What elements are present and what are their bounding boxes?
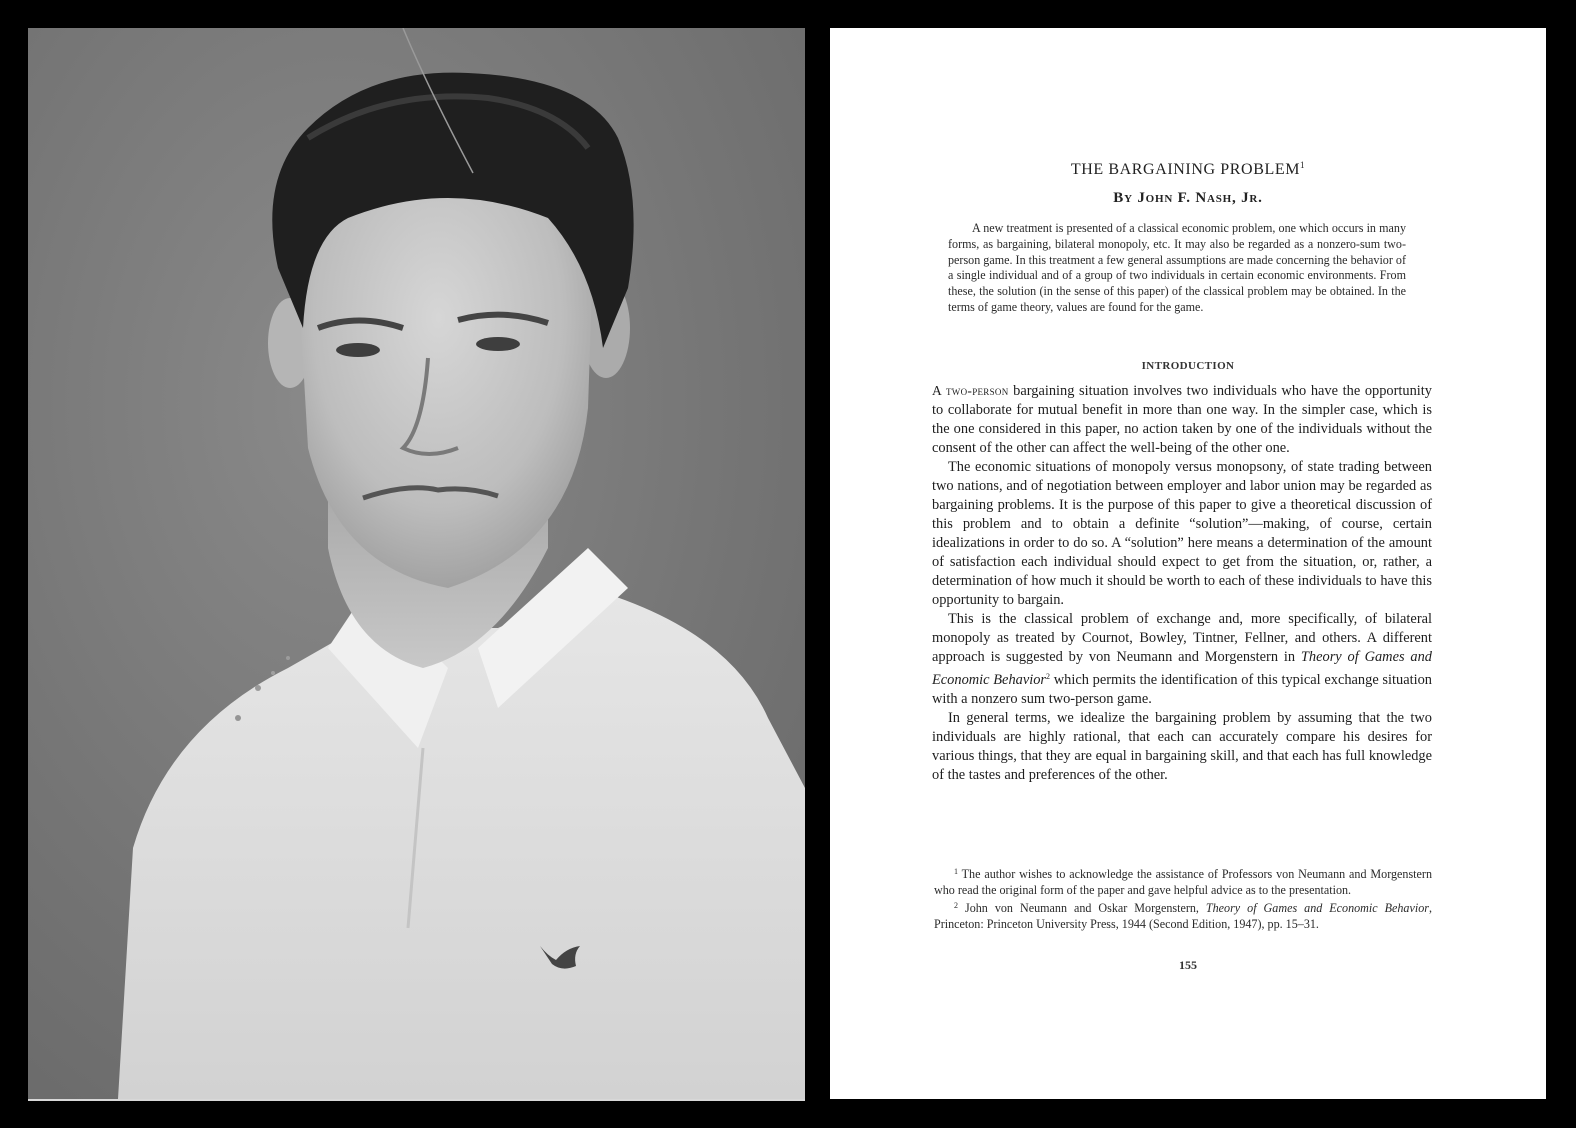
portrait-illustration-icon xyxy=(28,28,805,1099)
paper-title: THE BARGAINING PROBLEM$^1$ xyxy=(1070,160,1306,178)
footnote-text: John von Neumann and Oskar Morgenstern, xyxy=(958,901,1206,915)
paper-abstract: A new treatment is presented of a classical economic problem, one which occurs in many forms, as bargaining, bilateral monopoly, etc. It may also be regarded as a nonzero-sum two-person game. In this treatment a few general assumptions are made concerning the behavior of a single individual and of a group of two individuals in certain economic environments. From these, the solution (in the sense of this paper) of the classical problem may be obtained. In the terms of game theory, values are found for the game. xyxy=(948,221,1406,314)
footnotes xyxy=(934,864,1432,932)
footnote-marker: 2 xyxy=(954,901,958,910)
paper-body xyxy=(932,381,1432,785)
document-page xyxy=(830,28,1546,1099)
paragraph-1 xyxy=(932,381,1432,458)
book-title: Theory of Games and Economic Behavior xyxy=(932,649,1432,688)
footnote-marker: 2 xyxy=(1046,672,1051,681)
footnote-marker: 1 xyxy=(954,867,958,876)
paragraph-text: which permits the identification of this typical exchange situation with a nonzero sum two-person game. xyxy=(932,672,1432,707)
footnote-marker: 1 xyxy=(1300,160,1306,170)
small-caps-lead: A two-person xyxy=(932,383,1009,398)
footnote-text: The author wishes to acknowledge the assistance of Professors von Neumann and Morgenstern who read the original form of the paper and gave helpful advice as to the presentation. xyxy=(934,867,1432,897)
footnote-2 xyxy=(934,898,1432,932)
book-title: Theory of Games and Economic Behavior xyxy=(1205,901,1429,915)
paragraph-3 xyxy=(932,610,1432,709)
footnote-text: , Princeton: Princeton University Press, 1944 (Second Edition, 1947), pp. 15–31. xyxy=(934,901,1432,931)
portrait-photo xyxy=(28,28,805,1101)
footnote-1 xyxy=(934,864,1432,898)
paragraph-4: In general terms, we idealize the bargaining problem by assuming that the two individuals are highly rational, that each can accurately compare his desires for various things, that they are equal in bargaining skill, and that each has full knowledge of the tastes and preferences of the other. xyxy=(932,710,1432,783)
paragraph-2: The economic situations of monopoly versus monopsony, of state trading between two nations, and of negotiation between employer and labor union may be regarded as bargaining problems. It is the purpose of this paper to give a theoretical discussion of this problem and to obtain a definite “solution”—making, of course, certain idealizations in order to do so. A “solution” here means a determination of the amount of satisfaction each individual should expect to get from the situation, or, rather, a determination of how much it should be worth to each of these individuals to have this opportunity to bargain. xyxy=(932,459,1432,608)
paper-author: By John F. Nash, Jr. xyxy=(1113,190,1263,206)
section-heading: INTRODUCTION xyxy=(1141,360,1235,372)
paragraph-text: bargaining situation involves two individuals who have the opportunity to collaborate for mutual benefit in more than one way. In the simpler case, which is the one considered in this paper, no action taken by one of the individuals without the consent of the other can affect the well-being of the other one. xyxy=(932,383,1432,456)
paragraph-text: This is the classical problem of exchange and, more specifically, of bilateral monopoly as treated by Cournot, Bowley, Tintner, Fellner, and others. A different approach is suggested by von Neumann and Morgenstern in xyxy=(932,611,1432,665)
page-number: 155 xyxy=(1179,958,1197,972)
